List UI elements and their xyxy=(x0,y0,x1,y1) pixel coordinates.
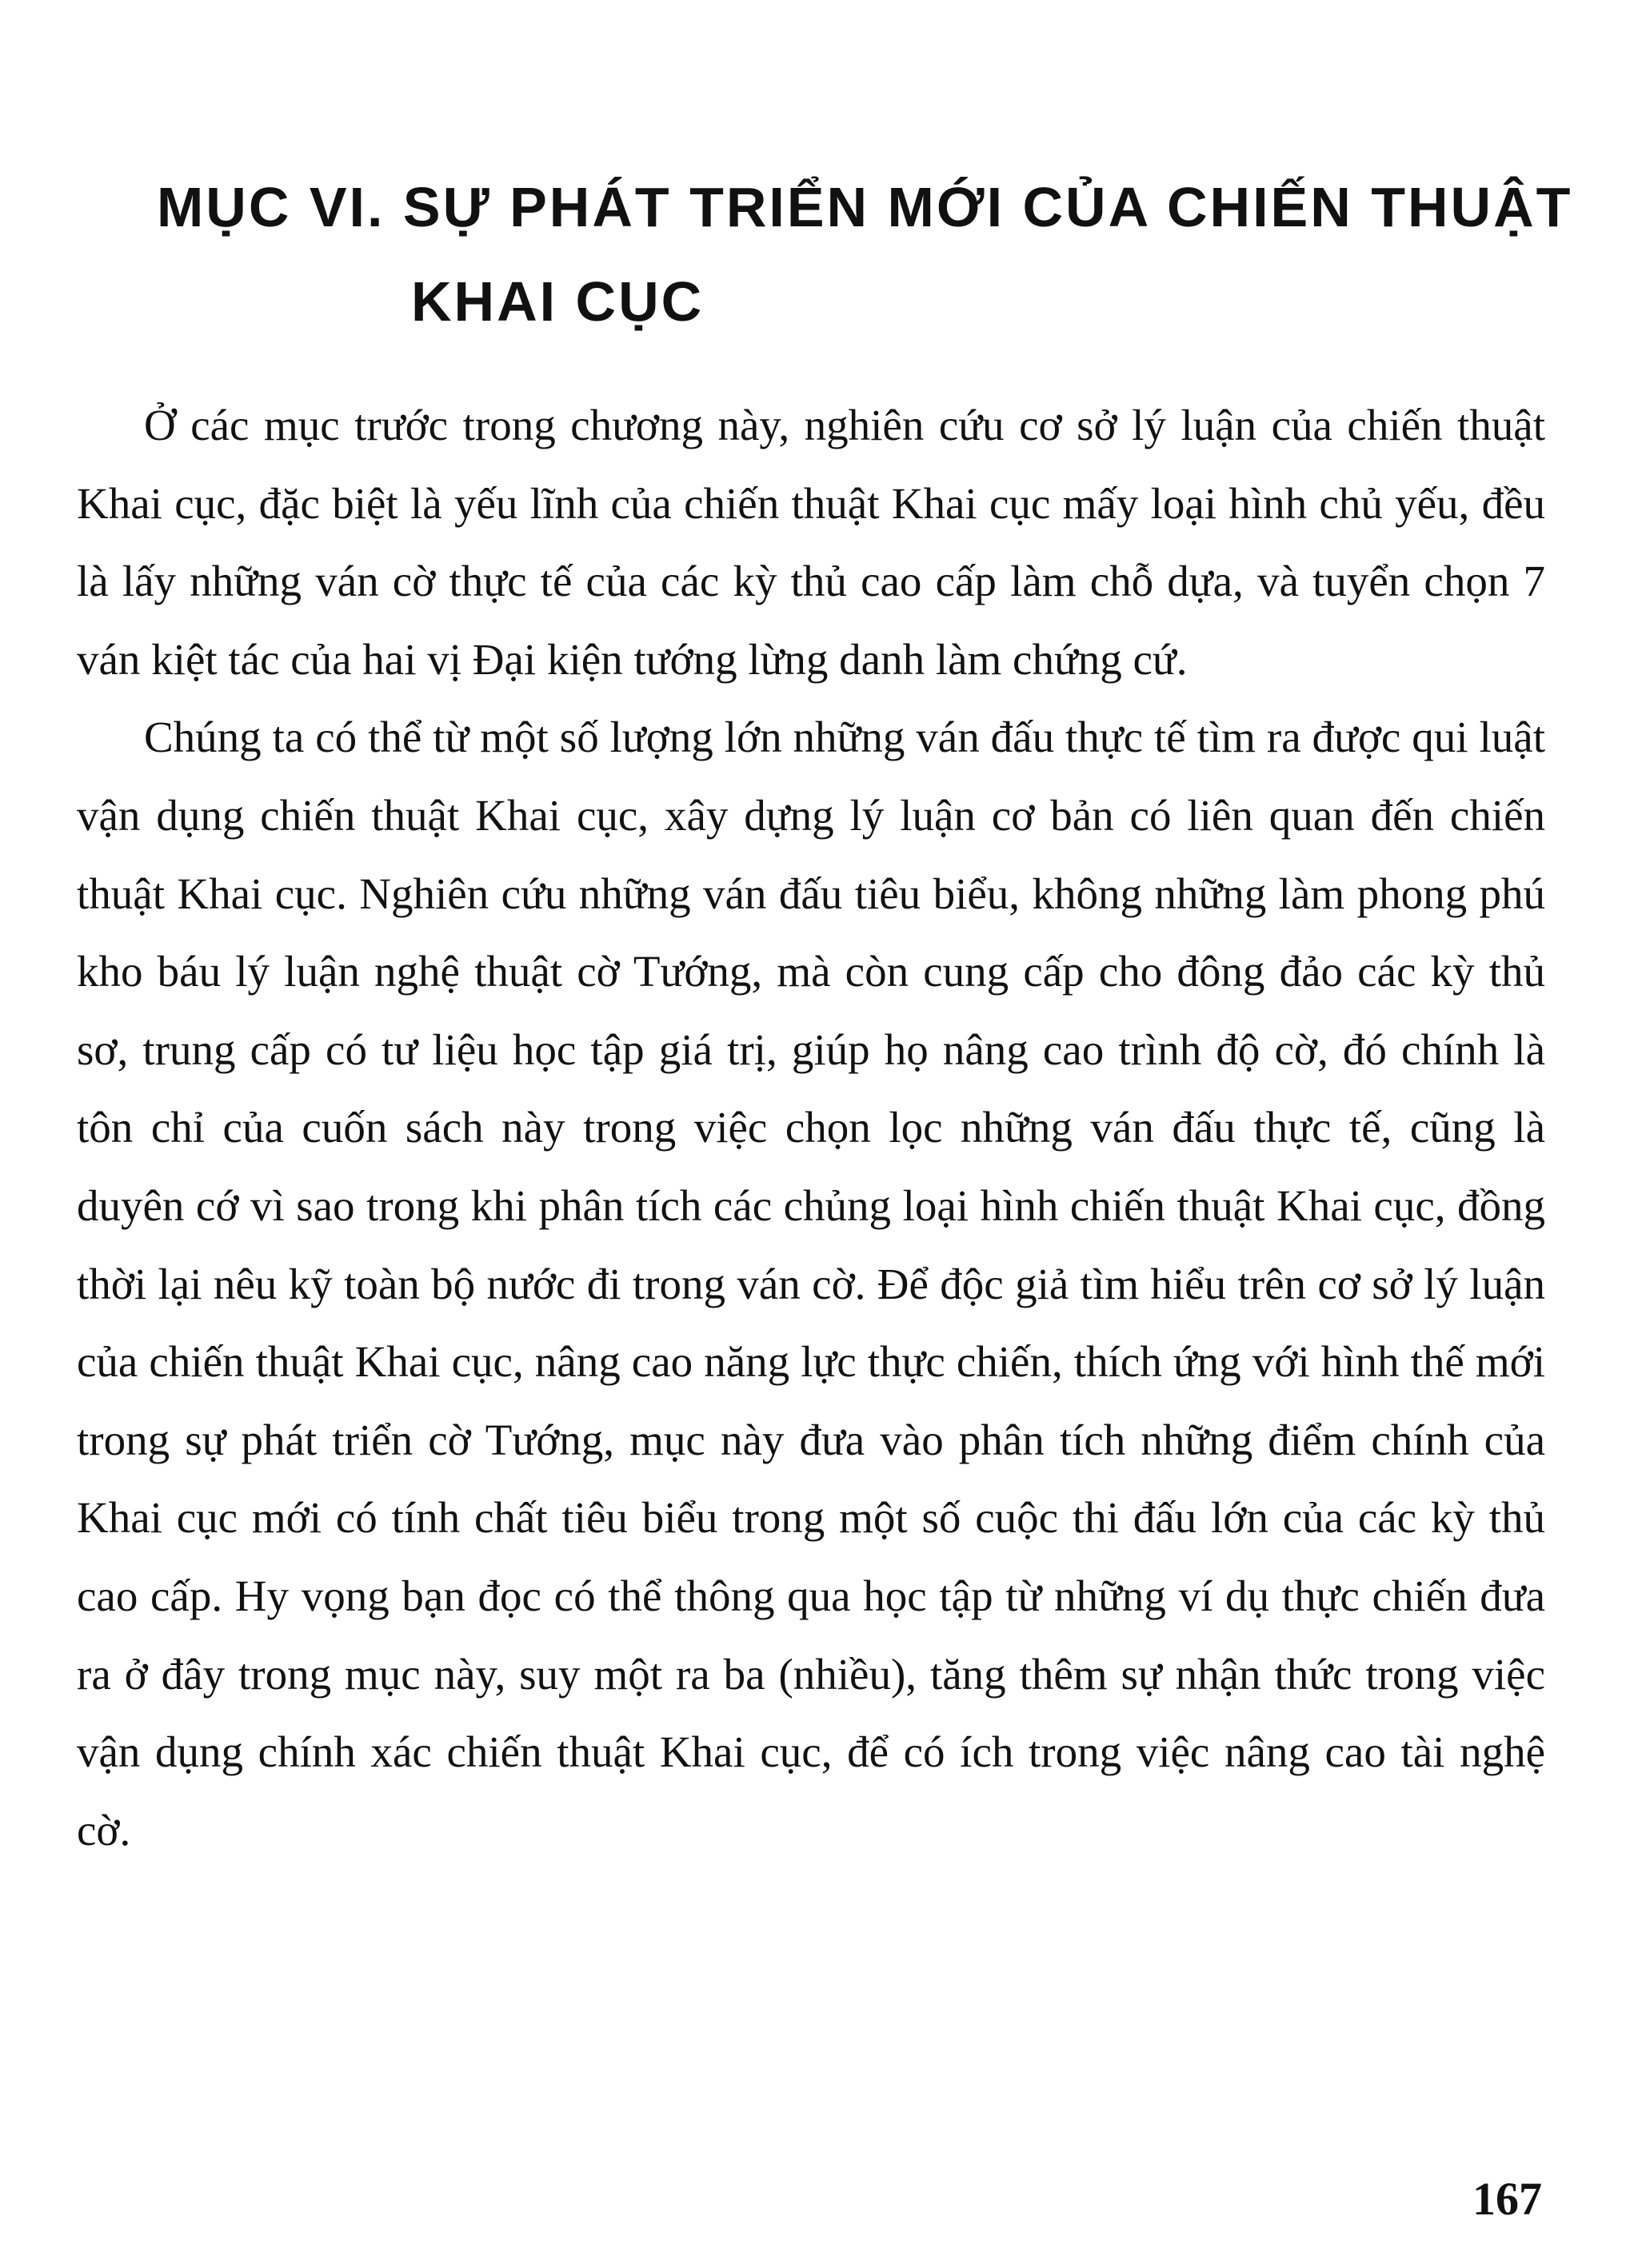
section-heading xyxy=(157,160,1573,349)
body-text xyxy=(77,386,1545,1869)
section-heading-line-1: MỤC VI. SỰ PHÁT TRIỂN MỚI CỦA CHIẾN THUẬT xyxy=(157,176,1573,238)
paragraph-2: Chúng ta có thể từ một số lượng lớn những ván đấu thực tế tìm ra được qui luật vận dụng chiến thuật Khai cục, xây dựng lý luận cơ bản có liên quan đến chiến thuật Khai cục. Nghiên cứu những ván đấu tiêu biểu, không những làm phong phú kho báu lý luận nghệ thuật cờ Tướng, mà còn cung cấp cho đông đảo các kỳ thủ sơ, trung cấp có tư liệu học tập giá trị, giúp họ nâng cao trình độ cờ, đó chính là tôn chỉ của cuốn sách này trong việc chọn lọc những ván đấu thực tế, cũng là duyên cớ vì sao trong khi phân tích các chủng loại hình chiến thuật Khai cục, đồng thời lại nêu kỹ toàn bộ nước đi trong ván cờ. Để độc giả tìm hiểu trên cơ sở lý luận của chiến thuật Khai cục, nâng cao năng lực thực chiến, thích ứng với hình thế mới trong sự phát triển cờ Tướng, mục này đưa vào phân tích những điểm chính của Khai cục mới có tính chất tiêu biểu trong một số cuộc thi đấu lớn của các kỳ thủ cao cấp. Hy vọng bạn đọc có thể thông qua học tập từ những ví dụ thực chiến đưa ra ở đây trong mục này, suy một ra ba (nhiều), tăng thêm sự nhận thức trong việc vận dụng chính xác chiến thuật Khai cục, để có ích trong việc nâng cao tài nghệ cờ. xyxy=(77,713,1545,1855)
page-number: 167 xyxy=(1472,2173,1542,2225)
paragraph-1: Ở các mục trước trong chương này, nghiên cứu cơ sở lý luận của chiến thuật Khai cục, đặc biệt là yếu lĩnh của chiến thuật Khai cục mấy loại hình chủ yếu, đều là lấy những ván cờ thực tế của các kỳ thủ cao cấp làm chỗ dựa, và tuyển chọn 7 ván kiệt tác của hai vị Đại kiện tướng lừng danh làm chứng cứ. xyxy=(77,401,1545,684)
section-heading-line-2: KHAI CỤC xyxy=(411,270,705,333)
